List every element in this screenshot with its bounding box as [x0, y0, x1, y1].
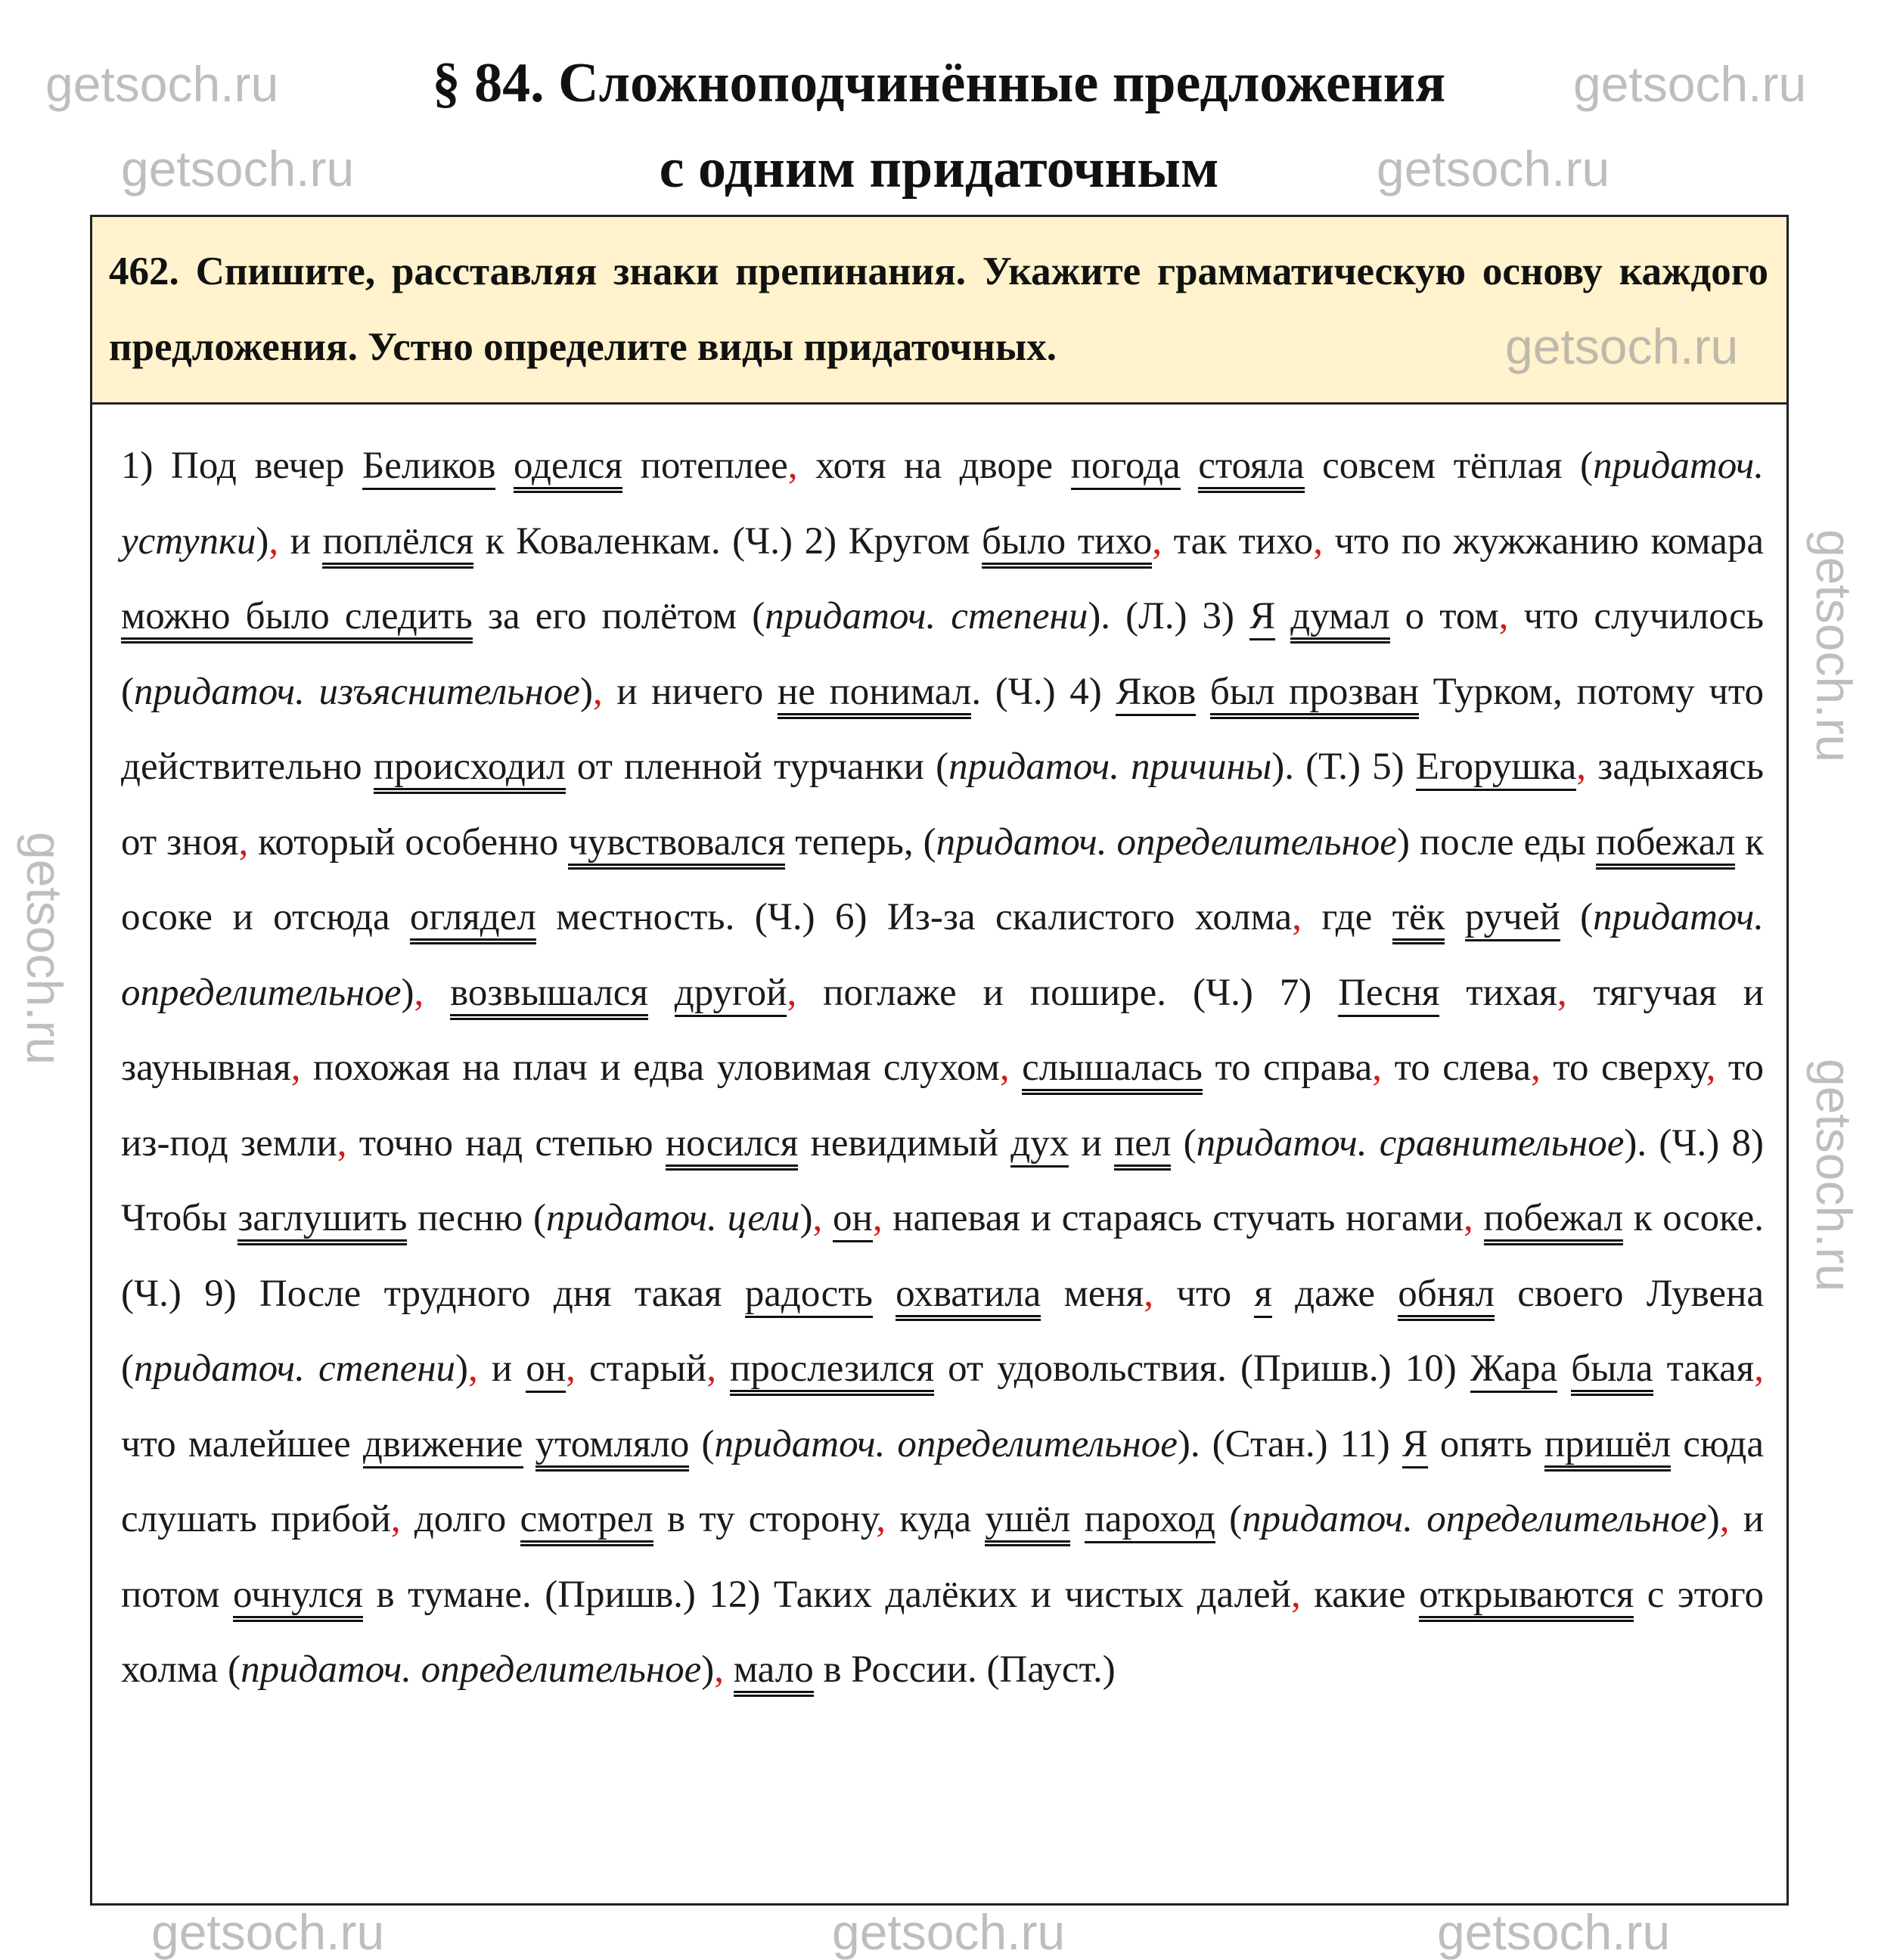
added-comma: ,: [1498, 595, 1509, 637]
predicate-words: побежал: [1484, 1197, 1623, 1245]
plain-text: невидимый: [798, 1121, 1011, 1165]
plain-text: за его полётом (: [472, 595, 765, 637]
watermark: getsoch.ru: [832, 1904, 1066, 1960]
plain-text: то справа: [1202, 1047, 1373, 1089]
subject-word: я: [1254, 1273, 1271, 1318]
plain-text: теперь, (: [785, 820, 936, 864]
plain-text: Турком, потому что действительно: [121, 670, 1765, 788]
watermark: getsoch.ru: [1437, 1904, 1671, 1960]
added-comma: ,: [1152, 519, 1162, 563]
subject-word: Я: [1249, 595, 1275, 640]
plain-text: своего Лувена (: [121, 1272, 1764, 1390]
plain-text: [1473, 1197, 1484, 1239]
added-comma: ,: [1531, 1047, 1541, 1089]
plain-text: от удовольствия. (Пришв.) 10): [933, 1348, 1470, 1390]
plain-text: ). (Т.) 5): [1271, 746, 1416, 788]
exercise-box: [90, 215, 1789, 1906]
plain-text: к осоке. (Ч.) 9) После трудного дня такая: [121, 1197, 1765, 1315]
plain-text: в ту сторону: [653, 1498, 877, 1540]
subject-word: он: [526, 1348, 566, 1393]
plain-text: старый: [575, 1348, 707, 1390]
plain-text: местность. (Ч.) 6) Из-за скалистого холма: [535, 896, 1293, 938]
predicate-words: носился: [666, 1122, 799, 1171]
clause-annotation: придаточ. определительное: [121, 896, 1765, 1014]
watermark: getsoch.ru: [1806, 529, 1862, 763]
subject-word: пароход: [1085, 1498, 1215, 1543]
plain-text: 1) Под вечер: [121, 445, 362, 487]
subject-word: Беликов: [362, 445, 495, 490]
plain-text: [1181, 445, 1199, 487]
section-title-line1: § 84. Сложноподчинённые предложения: [432, 52, 1446, 114]
subject-word: погода: [1071, 445, 1181, 490]
watermark: getsoch.ru: [151, 1904, 385, 1960]
plain-text: [1070, 1498, 1084, 1540]
plain-text: [822, 1197, 833, 1239]
plain-text: и: [477, 1348, 526, 1390]
plain-text: [1275, 595, 1290, 637]
predicate-words: прослезился: [730, 1348, 934, 1396]
clause-annotation: придаточ. степени: [133, 1348, 456, 1390]
watermark: getsoch.ru: [1377, 141, 1610, 197]
plain-text: что малейшее: [121, 1422, 363, 1465]
plain-text: . (Ч.) 4): [971, 670, 1116, 713]
plain-text: потеплее: [622, 445, 788, 487]
plain-text: опять: [1427, 1422, 1544, 1465]
clause-annotation: придаточ. степени: [765, 595, 1088, 637]
added-comma: ,: [1313, 519, 1323, 563]
added-comma: ,: [999, 1047, 1010, 1089]
subject-word: Яков: [1116, 671, 1196, 716]
plain-text: задыхаясь от зноя: [121, 746, 1764, 864]
watermark: getsoch.ru: [45, 56, 279, 112]
plain-text: ): [701, 1648, 715, 1691]
clause-annotation: придаточ. причины: [948, 746, 1272, 788]
predicate-words: пришёл: [1544, 1423, 1671, 1472]
plain-text: и потом: [121, 1498, 1765, 1616]
subject-word: он: [833, 1197, 873, 1242]
added-comma: ,: [812, 1197, 823, 1239]
plain-text: песню (: [407, 1197, 547, 1239]
plain-text: хотя на дворе: [797, 445, 1071, 487]
plain-text: совсем тёплая (: [1304, 445, 1594, 487]
added-comma: ,: [714, 1648, 724, 1691]
plain-text: где: [1301, 896, 1392, 938]
plain-text: ): [401, 971, 414, 1014]
clause-annotation: придаточ. сравнительное: [1196, 1121, 1625, 1165]
predicate-words: был прозван: [1210, 671, 1419, 719]
watermark: getsoch.ru: [1806, 1059, 1862, 1292]
subject-word: движение: [363, 1423, 523, 1468]
predicate-words: побежал: [1596, 821, 1735, 870]
predicate-words: заглушить: [237, 1197, 407, 1245]
plain-text: [1010, 1047, 1023, 1089]
plain-text: так тихо: [1162, 519, 1314, 563]
plain-text: [1557, 1348, 1571, 1390]
plain-text: [1445, 896, 1464, 938]
plain-text: что по жужжанию комара: [1322, 519, 1764, 563]
predicate-words: оделся: [514, 445, 622, 493]
exercise-answer-text: [92, 405, 1786, 1708]
plain-text: ): [579, 670, 593, 713]
plain-text: похожая на плач и едва уловимая слухом: [300, 1047, 1000, 1089]
plain-text: то сверху: [1540, 1047, 1706, 1089]
watermark: getsoch.ru: [121, 141, 355, 197]
plain-text: с этого холма (: [121, 1573, 1764, 1691]
added-comma: ,: [1292, 896, 1302, 938]
plain-text: какие: [1300, 1573, 1420, 1616]
plain-text: в тумане. (Пришв.) 12) Таких далёких и чистых далей: [362, 1573, 1291, 1616]
clause-annotation: придаточ. определительное: [936, 820, 1397, 864]
predicate-words: поплёлся: [322, 520, 473, 569]
plain-text: (: [689, 1422, 715, 1465]
predicate-words: ушёл: [985, 1498, 1070, 1546]
predicate-words: охватила: [896, 1273, 1041, 1321]
clause-annotation: придаточ. цели: [546, 1197, 800, 1239]
plain-text: к Коваленкам. (Ч.) 2) Кругом: [473, 519, 982, 563]
added-comma: ,: [787, 445, 798, 487]
plain-text: тягучая и заунывная: [121, 971, 1764, 1089]
added-comma: ,: [872, 1197, 883, 1239]
plain-text: [424, 972, 450, 1014]
plain-text: то слева: [1382, 1047, 1532, 1089]
plain-text: о том: [1389, 595, 1499, 637]
added-comma: ,: [468, 1348, 478, 1390]
added-comma: ,: [1719, 1498, 1730, 1540]
subject-word: радость: [745, 1273, 873, 1318]
predicate-words: открываются: [1419, 1574, 1634, 1622]
predicate-words: не понимал: [778, 671, 971, 719]
plain-text: (: [1171, 1121, 1197, 1165]
predicate-words: оглядел: [410, 896, 536, 944]
plain-text: меня: [1041, 1272, 1144, 1315]
added-comma: ,: [238, 820, 249, 864]
added-comma: ,: [290, 1047, 301, 1089]
added-comma: ,: [787, 971, 797, 1014]
subject-word: Егорушка: [1416, 746, 1577, 791]
plain-text: в России. (Пауст.): [813, 1648, 1116, 1691]
plain-text: ): [799, 1197, 813, 1239]
added-comma: ,: [337, 1121, 347, 1165]
watermark: getsoch.ru: [1505, 318, 1739, 374]
subject-word: ручей: [1465, 896, 1560, 941]
added-comma: ,: [1576, 746, 1587, 788]
plain-text: куда: [885, 1498, 986, 1540]
watermark: getsoch.ru: [17, 832, 73, 1065]
predicate-words: слышалась: [1022, 1047, 1203, 1095]
clause-annotation: придаточ. определительное: [241, 1648, 702, 1691]
section-title-line2: с одним придаточным: [659, 138, 1219, 200]
plain-text: даже: [1271, 1272, 1398, 1315]
predicate-words: тёк: [1392, 896, 1445, 944]
added-comma: ,: [1754, 1348, 1765, 1390]
subject-word: Я: [1402, 1423, 1428, 1468]
plain-text: что случилось (: [121, 595, 1764, 713]
added-comma: ,: [1557, 971, 1567, 1014]
plain-text: точно над степью: [346, 1121, 666, 1165]
predicate-words: думал: [1290, 595, 1389, 644]
clause-annotation: придаточ. изъяснительное: [133, 670, 580, 713]
subject-word: дух: [1010, 1122, 1069, 1168]
watermark: getsoch.ru: [1573, 56, 1807, 112]
predicate-words: была: [1571, 1348, 1653, 1396]
plain-text: ). (Л.) 3): [1088, 595, 1250, 637]
added-comma: ,: [1144, 1272, 1154, 1315]
exercise-task: 462. Спишите, расставляя знаки препинания. Укажите грамматическую основу каждого предложения. Устно определите виды придаточных.: [92, 217, 1786, 405]
clause-annotation: придаточ. определительное: [1242, 1498, 1707, 1540]
predicate-words: очнулся: [233, 1574, 363, 1622]
predicate-words: мало: [734, 1648, 814, 1697]
added-comma: ,: [876, 1498, 886, 1540]
added-comma: ,: [390, 1498, 401, 1540]
plain-text: и ничего: [602, 670, 778, 713]
plain-text: ): [455, 1348, 469, 1390]
plain-text: то из-под земли: [121, 1047, 1765, 1165]
plain-text: напевая и стараясь стучать ногами: [882, 1197, 1464, 1239]
plain-text: такая: [1653, 1348, 1755, 1390]
predicate-words: возвышался: [450, 972, 648, 1020]
plain-text: к осоке и отсюда: [121, 820, 1764, 938]
plain-text: долго: [400, 1498, 520, 1540]
added-comma: ,: [566, 1348, 576, 1390]
plain-text: от пленной турчанки (: [565, 746, 949, 788]
added-comma: ,: [706, 1348, 716, 1390]
plain-text: и: [278, 519, 323, 563]
plain-text: [523, 1423, 535, 1465]
plain-text: что: [1153, 1272, 1255, 1315]
subject-word: Жара: [1470, 1348, 1557, 1393]
predicate-words: смотрел: [520, 1498, 653, 1546]
plain-text: ). (Стан.) 11): [1177, 1422, 1402, 1465]
plain-text: [873, 1273, 896, 1315]
added-comma: ,: [1372, 1047, 1382, 1089]
predicate-words: чувствовался: [568, 821, 785, 870]
predicate-words: утомляло: [535, 1423, 690, 1472]
plain-text: [648, 972, 675, 1014]
plain-text: ): [1706, 1498, 1720, 1540]
predicate-words: пел: [1114, 1122, 1171, 1171]
plain-text: (: [1215, 1498, 1243, 1540]
predicate-words: было тихо: [982, 520, 1152, 569]
predicate-words: можно было следить: [121, 595, 473, 644]
added-comma: ,: [1290, 1573, 1301, 1616]
plain-text: [724, 1648, 734, 1691]
predicate-words: обнял: [1398, 1273, 1495, 1321]
plain-text: поглаже и пошире. (Ч.) 7): [796, 971, 1339, 1014]
plain-text: (: [1560, 896, 1594, 938]
plain-text: [495, 445, 514, 487]
subject-word: другой: [675, 972, 787, 1017]
plain-text: и: [1069, 1121, 1114, 1165]
predicate-words: происходил: [374, 746, 566, 794]
added-comma: ,: [269, 519, 279, 563]
plain-text: [716, 1348, 730, 1390]
plain-text: [1196, 671, 1210, 713]
plain-text: ): [256, 519, 269, 563]
plain-text: который особенно: [248, 820, 569, 864]
subject-word: Песня: [1338, 972, 1439, 1017]
clause-annotation: придаточ. определительное: [714, 1422, 1178, 1465]
predicate-words: стояла: [1198, 445, 1304, 493]
added-comma: ,: [1706, 1047, 1716, 1089]
plain-text: ) после еды: [1396, 820, 1596, 864]
added-comma: ,: [414, 971, 424, 1014]
plain-text: тихая: [1439, 971, 1557, 1014]
clause-annotation: придаточ. уступки: [121, 445, 1764, 563]
added-comma: ,: [1464, 1197, 1473, 1239]
added-comma: ,: [592, 670, 603, 713]
plain-text: ). (Ч.) 8) Чтобы: [121, 1121, 1764, 1239]
plain-text: сюда слушать прибой: [121, 1422, 1764, 1540]
